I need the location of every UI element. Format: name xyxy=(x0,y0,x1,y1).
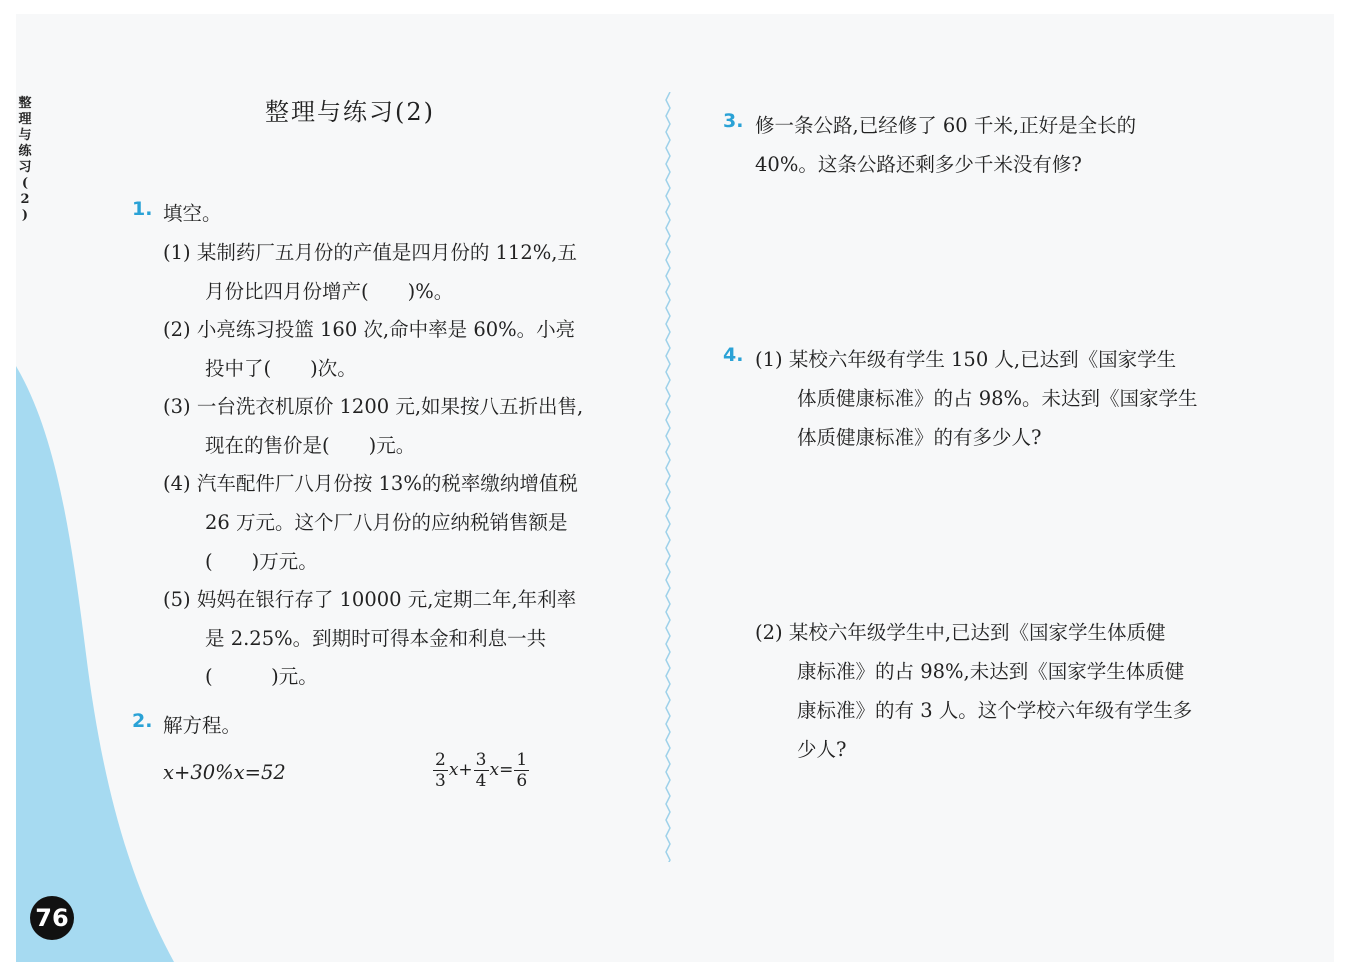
equation-2: $\frac{2}{3}$ x+ $\frac{3}{4}$ x= $\frac{1}{6}$ xyxy=(435,750,528,791)
q4-part2-line: 康标准》的有 3 人。这个学校六年级有学生多 xyxy=(797,699,1193,722)
equation-1: x+30%x=52 xyxy=(163,761,286,784)
q1-line: 现在的售价是( )元。 xyxy=(205,434,416,457)
q1-heading: 填空。 xyxy=(163,202,222,225)
q1-line: 月份比四月份增产( )%。 xyxy=(205,280,454,303)
q3-line: 40%。这条公路还剩多少千米没有修? xyxy=(755,153,1082,176)
q4-part1-line: 体质健康标准》的有多少人? xyxy=(797,426,1042,449)
q4-part1-line: (1) 某校六年级有学生 150 人,已达到《国家学生 xyxy=(755,348,1177,371)
side-section-label: 整 理 与 练 习 ( 2 ) xyxy=(18,96,32,223)
q1-line: (4) 汽车配件厂八月份按 13%的税率缴纳增值税 xyxy=(163,472,578,495)
q1-number: 1. xyxy=(132,198,153,220)
page-number: 76 xyxy=(30,896,74,940)
page-title: 整理与练习(2) xyxy=(265,98,435,126)
column-divider xyxy=(662,92,678,862)
q1-line: (3) 一台洗衣机原价 1200 元,如果按八五折出售, xyxy=(163,395,584,418)
q1-line: ( )万元。 xyxy=(205,550,318,573)
q1-line: ( )元。 xyxy=(205,665,318,688)
q3-line: 修一条公路,已经修了 60 千米,正好是全长的 xyxy=(755,114,1137,137)
q4-part1-line: 体质健康标准》的占 98%。未达到《国家学生 xyxy=(797,387,1198,410)
q2-heading: 解方程。 xyxy=(163,714,242,737)
q4-part2-line: (2) 某校六年级学生中,已达到《国家学生体质健 xyxy=(755,621,1166,644)
q4-part2-line: 康标准》的占 98%,未达到《国家学生体质健 xyxy=(797,660,1185,683)
q1-line: (5) 妈妈在银行存了 10000 元,定期二年,年利率 xyxy=(163,588,577,611)
q1-line: (2) 小亮练习投篮 160 次,命中率是 60%。小亮 xyxy=(163,318,576,341)
q3-number: 3. xyxy=(723,110,744,132)
q1-line: (1) 某制药厂五月份的产值是四月份的 112%,五 xyxy=(163,241,577,264)
q4-number: 4. xyxy=(723,344,744,366)
q4-part2-line: 少人? xyxy=(797,738,847,761)
q1-line: 是 2.25%。到期时可得本金和利息一共 xyxy=(205,627,547,650)
q1-line: 投中了( )次。 xyxy=(205,357,357,380)
q1-line: 26 万元。这个厂八月份的应纳税销售额是 xyxy=(205,511,568,534)
q2-number: 2. xyxy=(132,710,153,732)
